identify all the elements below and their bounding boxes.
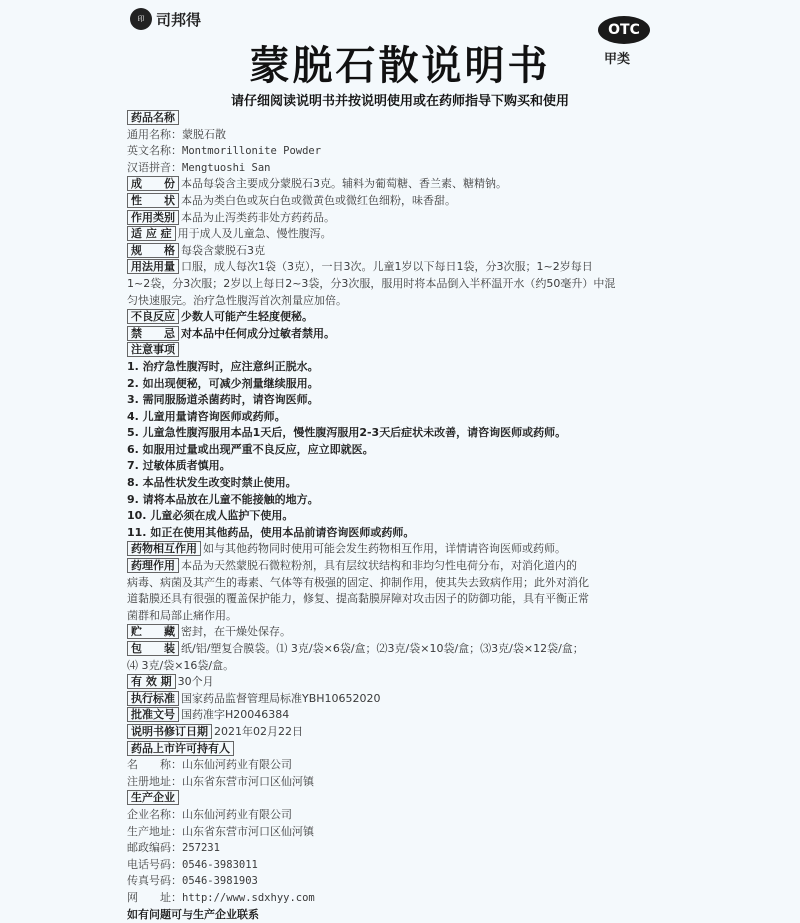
otc-class: 甲类 xyxy=(604,48,630,67)
pharmacology-line-1: 本品为天然蒙脱石微粒粉剂，具有层纹状结构和非均匀性电荷分布，对消化道内的 xyxy=(181,559,577,572)
manufacturer-name-value: 山东仙河药业有限公司 xyxy=(182,808,292,821)
website-value: http://www.sdxhyy.com xyxy=(182,892,315,904)
fax-value: 0546-3981903 xyxy=(182,875,258,887)
dosage-line-3: 匀快速服完。治疗急性腹泻首次剂量应加倍。 xyxy=(127,293,687,310)
validity-value: 30个月 xyxy=(178,675,214,688)
category-value: 本品为止泻类药非处方药药品。 xyxy=(181,211,335,224)
precaution-item: 7. 过敏体质者慎用。 xyxy=(127,458,687,475)
precaution-item: 9. 请将本品放在儿童不能接触的地方。 xyxy=(127,492,687,509)
brand-logo xyxy=(130,8,201,30)
mah-address-value: 山东省东营市河口区仙河镇 xyxy=(182,775,314,788)
pharmacology-line-3: 道黏膜还具有很强的覆盖保护能力，修复、提高黏膜屏障对攻击因子的防御功能，具有平衡正常 xyxy=(127,591,687,608)
validity-label: 有 效 期 xyxy=(127,674,176,689)
leaflet-body xyxy=(127,110,687,923)
category-label: 作用类别 xyxy=(127,210,179,225)
phone-value: 0546-3983011 xyxy=(182,859,258,871)
precaution-item: 11. 如正在使用其他药品，使用本品前请咨询医师或药师。 xyxy=(127,525,687,542)
storage-label: 贮 藏 xyxy=(127,624,179,639)
pinyin-value: Mengtuoshi San xyxy=(182,162,271,174)
package-line-1: 纸/铝/塑复合膜袋。⑴ 3克/袋×6袋/盒；⑵3克/袋×10袋/盒；⑶3克/袋×12袋/盒； xyxy=(181,642,584,655)
mah-name-value: 山东仙河药业有限公司 xyxy=(182,758,292,771)
usage-warning: 请仔细阅读说明书并按说明使用或在药师指导下购买和使用 xyxy=(0,90,800,109)
precaution-item: 8. 本品性状发生改变时禁止使用。 xyxy=(127,475,687,492)
storage-value: 密封，在干燥处保存。 xyxy=(181,625,291,638)
zip-label: 邮政编码： xyxy=(127,841,182,854)
dosage-line-1: 口服，成人每次1袋（3克），一日3次。儿童1岁以下每日1袋，分3次服；1~2岁每日 xyxy=(181,260,593,273)
indication-label: 适 应 症 xyxy=(127,226,176,241)
brand-seal-icon: 印 xyxy=(130,8,152,30)
manufacturer-label: 生产企业 xyxy=(127,790,179,805)
mah-label: 药品上市许可持有人 xyxy=(127,741,234,756)
english-name-value: Montmorillonite Powder xyxy=(182,145,321,157)
adverse-value: 少数人可能产生轻度便秘。 xyxy=(181,310,313,323)
ingredients-value: 本品每袋含主要成分蒙脱石3克。辅料为葡萄糖、香兰素、糖精钠。 xyxy=(181,177,507,190)
mah-name-label: 名 称： xyxy=(127,758,182,771)
spec-value: 每袋含蒙脱石3克 xyxy=(181,244,265,257)
mah-address-label: 注册地址： xyxy=(127,775,182,788)
precaution-item: 3. 需同服肠道杀菌药时，请咨询医师。 xyxy=(127,392,687,409)
precaution-item: 4. 儿童用量请咨询医师或药师。 xyxy=(127,409,687,426)
header xyxy=(0,0,800,110)
standard-label: 执行标准 xyxy=(127,691,179,706)
adverse-label: 不良反应 xyxy=(127,309,179,324)
precaution-item: 10. 儿童必须在成人监护下使用。 xyxy=(127,508,687,525)
spec-label: 规 格 xyxy=(127,243,179,258)
dosage-label: 用法用量 xyxy=(127,259,179,274)
contact-footer: 如有问题可与生产企业联系 xyxy=(127,907,687,923)
common-name-value: 蒙脱石散 xyxy=(182,128,226,141)
indication-value: 用于成人及儿童急、慢性腹泻。 xyxy=(178,227,332,240)
approval-label: 批准文号 xyxy=(127,707,179,722)
otc-badge: OTC xyxy=(598,16,650,44)
package-label: 包 装 xyxy=(127,641,179,656)
contra-label: 禁 忌 xyxy=(127,326,179,341)
brand-name: 司邦得 xyxy=(156,9,201,30)
manufacturer-address-value: 山东省东营市河口区仙河镇 xyxy=(182,825,314,838)
english-name-label: 英文名称： xyxy=(127,144,182,157)
precaution-item: 6. 如服用过量或出现严重不良反应，应立即就医。 xyxy=(127,442,687,459)
revision-value: 2021年02月22日 xyxy=(214,725,303,738)
page-title: 蒙脱石散说明书 xyxy=(0,34,800,91)
pharmacology-label: 药理作用 xyxy=(127,558,179,573)
precaution-item: 5. 儿童急性腹泻服用本品1天后，慢性腹泻服用2-3天后症状未改善，请咨询医师或药师。 xyxy=(127,425,687,442)
appearance-value: 本品为类白色或灰白色或微黄色或微红色细粉，味香甜。 xyxy=(181,194,456,207)
dosage-line-2: 1~2袋，分3次服；2岁以上每日2~3袋，分3次服，服用时将本品倒入半杯温开水（约50毫升）中混 xyxy=(127,276,687,293)
interaction-value: 如与其他药物同时使用可能会发生药物相互作用，详情请咨询医师或药师。 xyxy=(203,542,566,555)
precautions-label: 注意事项 xyxy=(127,342,179,357)
manufacturer-address-label: 生产地址： xyxy=(127,825,182,838)
pinyin-label: 汉语拼音： xyxy=(127,161,182,174)
contra-value: 对本品中任何成分过敏者禁用。 xyxy=(181,327,335,340)
manufacturer-name-label: 企业名称： xyxy=(127,808,182,821)
pharmacology-line-2: 病毒、病菌及其产生的毒素、气体等有极强的固定、抑制作用，使其失去致病作用；此外对消化 xyxy=(127,575,687,592)
standard-value: 国家药品监督管理局标准YBH10652020 xyxy=(181,692,381,705)
pharmacology-line-4: 菌群和局部止痛作用。 xyxy=(127,608,687,625)
revision-label: 说明书修订日期 xyxy=(127,724,212,739)
drug-name-label: 药品名称 xyxy=(127,110,179,125)
precaution-item: 2. 如出现便秘，可减少剂量继续服用。 xyxy=(127,376,687,393)
common-name-label: 通用名称： xyxy=(127,128,182,141)
interaction-label: 药物相互作用 xyxy=(127,541,201,556)
package-line-2: ⑷ 3克/袋×16袋/盒。 xyxy=(127,658,687,675)
precaution-item: 1. 治疗急性腹泻时，应注意纠正脱水。 xyxy=(127,359,687,376)
phone-label: 电话号码： xyxy=(127,858,182,871)
approval-value: 国药准字H20046384 xyxy=(181,708,289,721)
website-label: 网 址： xyxy=(127,891,182,904)
fax-label: 传真号码： xyxy=(127,874,182,887)
zip-value: 257231 xyxy=(182,842,220,854)
ingredients-label: 成 份 xyxy=(127,176,179,191)
appearance-label: 性 状 xyxy=(127,193,179,208)
